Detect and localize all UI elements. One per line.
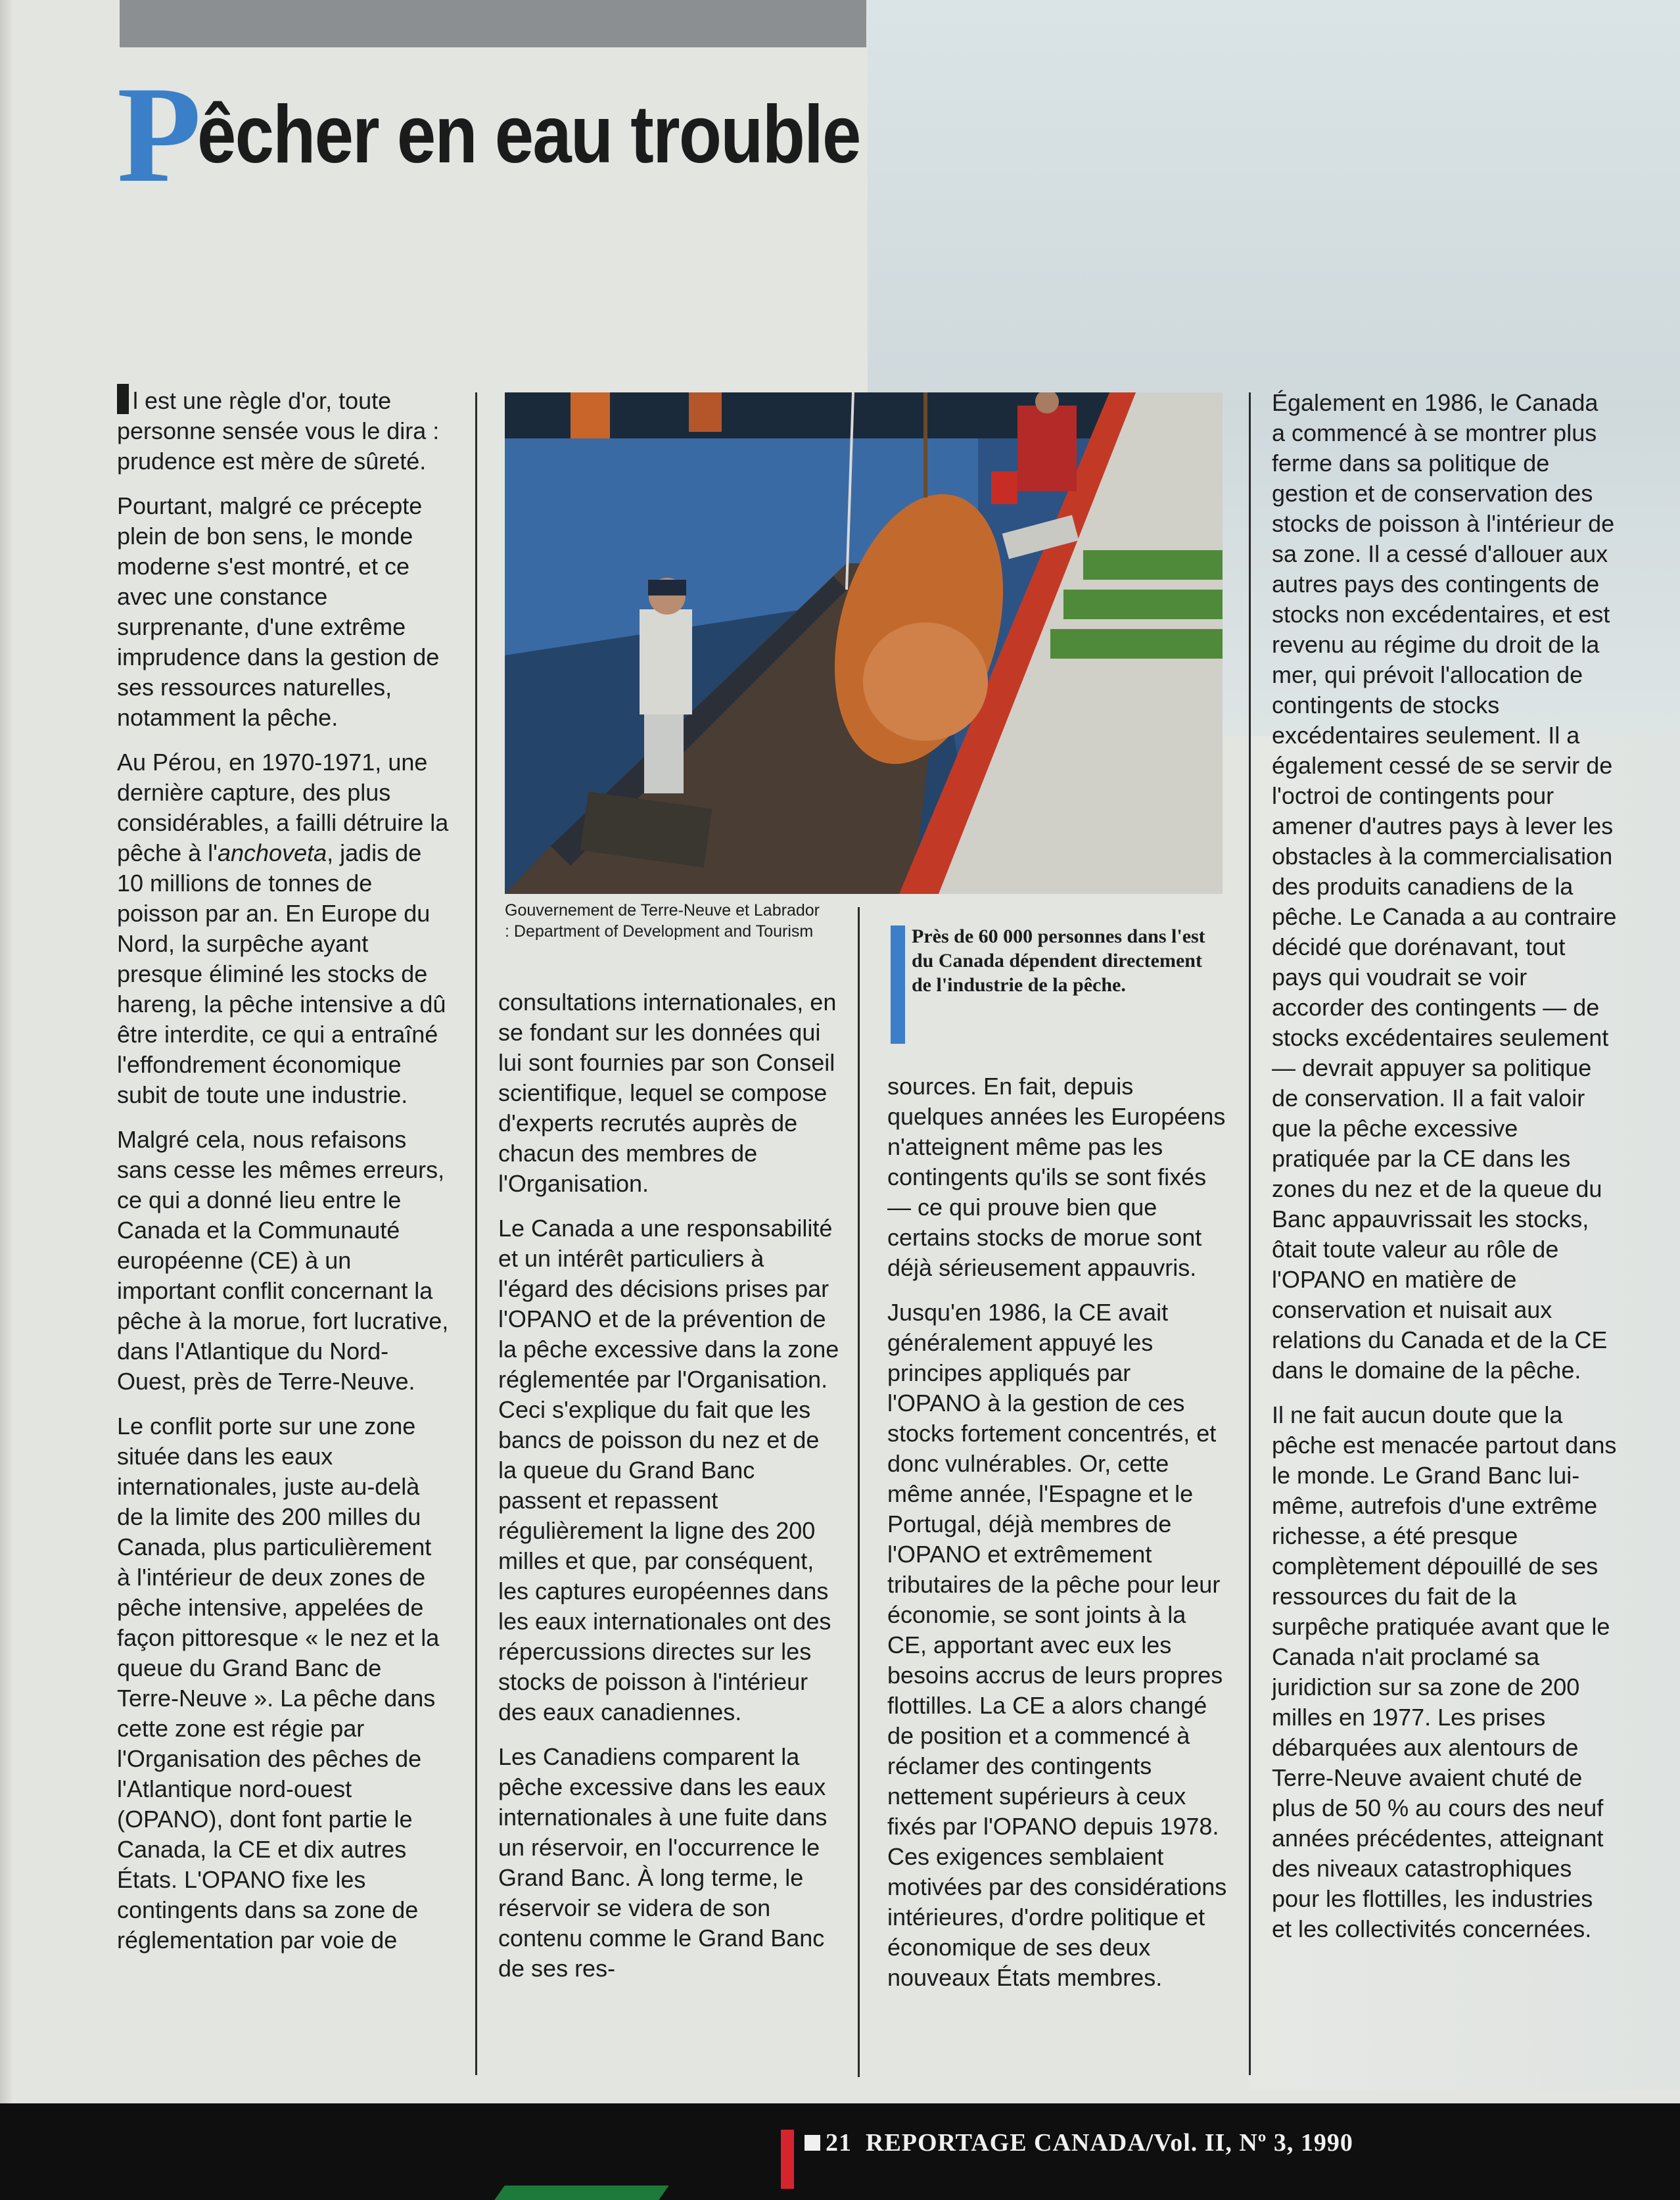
footer-green-strip [494,2186,668,2200]
column-1 [117,384,449,1970]
footer-red-marker [781,2130,794,2189]
paragraph: Il ne fait aucun doute que la pêche est menacée partout dans le monde. Le Grand Banc lui-même, autrefois d'une extrême richesse, a été presque complètement dépouillé de ses ressources du fait de la surpêche pratiquée avant que le Canada n'ait proclamé sa juridiction sur sa zone de 200 milles en 1977. Les prises débarquées aux alentours de Terre-Neuve avaient chuté de plus de 50 % au cours des neuf années précédentes, atteignant des niveaux catastrophiques pour les flottilles, les industries et les collectivités concernées. [1272,1401,1617,1942]
publication-name: REPORTAGE CANADA/Vol. II, Nº 3, 1990 [866,2129,1353,2157]
column-rule [475,392,477,2075]
paragraph: Également en 1986, le Canada a commencé à se montrer plus ferme dans sa politique de gestion et de conservation des stocks de poisson à l'intérieur de sa zone. Il a cessé d'allouer aux autres pays des contingents de stocks non excédentaires, et est revenu au régime du droit de la mer, qui prévoit l'allocation de contingents de stocks excédentaires seulement. Il a également cessé de se servir de l'octroi de contingents pour amener d'autres pays à lever les obstacles à la commercialisation des produits canadiens de la pêche. Le Canada a au contraire décidé que dorénavant, tout pays qui voudrait se voir accorder des contingents — de stocks excédentaires seulement — devrait appuyer sa politique de conservation. Il a fait valoir que la pêche excessive pratiquée par la CE dans les zones du nez et de la queue du Banc appauvrissait les stocks, ôtait toute valeur au rôle de l'OPANO en matière de conservation et nuisait aux relations du Canada et de la CE dans le domaine de la pêche. [1272,389,1617,1384]
header-grey-band [120,0,866,47]
fishing-boat-image [505,392,1223,894]
column-rule [1249,392,1251,2075]
column-rule [858,907,860,2077]
paragraph-text: , jadis de 10 millions de tonnes de poisson par an. En Europe du Nord, la surpêche ayant presque éliminé les stocks de hareng, la pêche intensive a dû être interdite, ce qui a entraîné l'effondrement économique subit de toute une industrie. [117,839,446,1108]
fishing-photo [505,392,1223,894]
paragraph: Jusqu'en 1986, la CE avait généralement appuyé les principes appliqués par l'OPANO à la gestion de ces stocks fortement concentrés, et donc vulnérables. Or, cette même année, l'Espagne et le Portugal, déjà membres de l'OPANO et extrêmement tributaires de la pêche pour leur économie, se sont joints à la CE, apportant avec eux les besoins accrus de leurs propres flottilles. La CE a alors changé de position et a commencé à réclamer des contingents nettement supérieurs à ceux fixés par l'OPANO depuis 1978. Ces exigences semblaient motivées par des considérations intérieures, d'ordre politique et économique de ses deux nouveaux États membres. [887,1299,1227,1991]
italic-term: anchoveta [217,839,327,866]
paragraph [117,384,449,477]
paragraph-peru [117,747,449,1110]
initial-letter [117,384,129,414]
paragraph: Malgré cela, nous refaisons sans cesse les mêmes erreurs, ce qui a donné lieu entre le Canada et la Communauté européenne (CE) à un important conflit concernant la pêche à la morue, fort lucrative, dans l'Atlantique du Nord-Ouest, près de Terre-Neuve. [117,1126,449,1395]
paragraph: Les Canadiens comparent la pêche excessive dans les eaux internationales à une fuite dans un réservoir, en l'occurrence le Grand Banc. À long terme, le réservoir se videra de son contenu comme le Grand Banc de ses res- [498,1743,828,1982]
footer-folio [826,2128,1353,2157]
pull-quote [891,925,1223,1044]
paragraph: consultations internationales, en se fondant sur les données qui lui sont fournies par son Conseil scientifique, lequel se compose d'experts recrutés auprès de chacun des membres de l'Organisation. [498,989,837,1197]
paragraph-text: Au Pérou, en 1970-1971, une dernière capture, des plus considérables, a failli détruire la pêche à l' [117,749,449,866]
article-title [117,59,893,211]
photo-caption: Gouvernement de Terre-Neuve et Labrador : Department of Development and Tourism [505,901,820,941]
footer-square-icon [805,2135,820,2151]
column-2 [498,987,840,1998]
column-3 [887,1071,1229,2007]
page-spine-shadow [0,0,14,2103]
paragraph: Le Canada a une responsabilité et un intérêt particuliers à l'égard des décisions prises par l'OPANO et de la prévention de la pêche excessive dans la zone réglementée par l'Organisation. Ceci s'explique du fait que les bancs de poisson du nez et de la queue du Grand Banc passent et repassent régulièrement la ligne des 200 milles et que, par conséquent, les captures européennes dans les eaux internationales ont des répercussions directes sur les stocks de poisson à l'intérieur des eaux canadiennes. [498,1215,839,1725]
title-rest: êcher en eau trouble [197,89,860,180]
column-4 [1272,388,1617,1959]
pull-quote-bar [891,925,905,1044]
paragraph: sources. En fait, depuis quelques années les Européens n'atteignent même pas les contingents qu'ils se sont fixés — ce qui prouve bien que certains stocks de morue sont déjà sérieusement appauvris. [887,1073,1226,1281]
paragraph-text: l est une règle d'or, toute personne sensée vous le dira : prudence est mère de sûreté. [117,387,440,475]
paragraph: Le conflit porte sur une zone située dans les eaux internationales, juste au-delà de la limite des 200 milles du Canada, plus particulièrement à l'intérieur de deux zones de pêche intensive, appelées de façon pittoresque « le nez et la queue du Grand Banc de Terre-Neuve ». La pêche dans cette zone est régie par l'Organisation des pêches de l'Atlantique nord-ouest (OPANO), dont font partie le Canada, la CE et dix autres États. L'OPANO fixe les contingents dans sa zone de réglementation par voie de [117,1413,440,1954]
paragraph: Pourtant, malgré ce précepte plein de bon sens, le monde moderne s'est montré, et ce avec une constance surprenante, d'une extrême imprudence dans la gestion de ses ressources naturelles, notamment la pêche. [117,492,440,731]
title-initial: P [117,59,200,211]
page-number: 21 [826,2129,852,2157]
pull-quote-text: Près de 60 000 personnes dans l'est du Canada dépendent directement de l'industrie de la pêche. [912,925,1205,996]
